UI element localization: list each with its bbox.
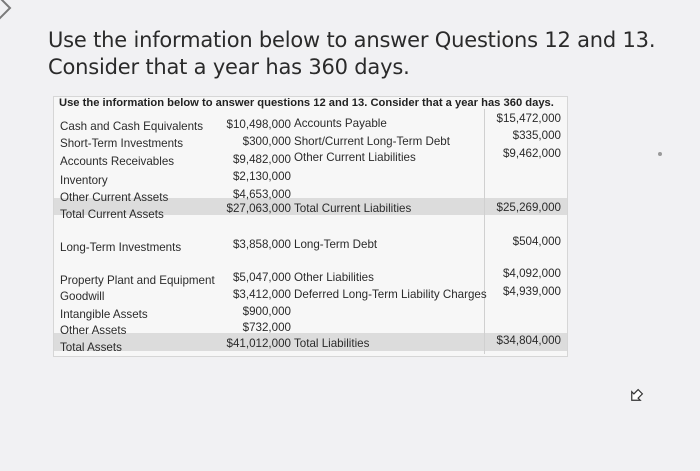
question-heading-line2: Consider that a year has 360 days. (48, 55, 410, 79)
row-liability-label: Other Liabilities (294, 271, 374, 284)
pointer-cursor-icon (628, 388, 644, 406)
speck-dot (658, 152, 662, 156)
row-liability-label: Other Current Liabilities (294, 151, 416, 164)
row-label: Cash and Cash Equivalents (60, 120, 204, 133)
row-value: $300,000 (242, 135, 291, 148)
row-liability-value: $9,462,000 (502, 147, 561, 160)
row-label: Intangible Assets (60, 308, 148, 321)
row-liability-value: $335,000 (512, 129, 561, 142)
balance-sheet-table (53, 96, 568, 357)
row-value: $27,063,000 (226, 202, 291, 215)
row-liability-value: $15,472,000 (496, 112, 561, 125)
row-label: Inventory (60, 174, 108, 187)
row-label: Total Assets (60, 341, 122, 354)
row-value: $41,012,000 (226, 337, 291, 350)
row-value: $9,482,000 (232, 153, 291, 166)
row-value: $3,412,000 (232, 288, 291, 301)
row-liability-label: Deferred Long-Term Liability Charges (294, 288, 487, 301)
row-label: Property Plant and Equipment (60, 274, 215, 287)
row-label: Short-Term Investments (60, 137, 184, 150)
column-divider (484, 109, 485, 354)
sheet-title: Use the information below to answer questions 12 and 13. Consider that a year has 360 days. (59, 97, 554, 109)
row-value: $5,047,000 (232, 271, 291, 284)
row-label: Other Current Assets (60, 191, 169, 204)
row-liability-label: Total Current Liabilities (294, 202, 412, 215)
row-label: Other Assets (60, 324, 127, 337)
row-value: $900,000 (242, 305, 291, 318)
row-label: Accounts Receivables (60, 155, 175, 168)
row-liability-value: $504,000 (512, 235, 561, 248)
row-label: Long-Term Investments (60, 241, 182, 254)
row-value: $2,130,000 (232, 170, 291, 183)
row-label: Goodwill (60, 290, 105, 303)
row-label: Total Current Assets (60, 208, 164, 221)
row-liability-label: Short/Current Long-Term Debt (294, 135, 450, 148)
row-liability-value: $4,939,000 (502, 285, 561, 298)
row-liability-label: Total Liabilities (294, 337, 370, 350)
row-liability-value: $25,269,000 (496, 201, 561, 214)
question-heading-line1: Use the information below to answer Questions 12 and 13. (48, 28, 656, 52)
row-liability-value: $34,804,000 (496, 334, 561, 347)
row-value: $732,000 (242, 321, 291, 334)
row-liability-value: $4,092,000 (502, 267, 561, 280)
row-liability-label: Long-Term Debt (294, 238, 378, 251)
row-liability-label: Accounts Payable (294, 117, 387, 130)
row-value: $3,858,000 (232, 238, 291, 251)
row-value: $10,498,000 (226, 118, 291, 131)
row-value: $4,653,000 (232, 188, 291, 201)
corner-arrow-icon (0, 0, 18, 22)
